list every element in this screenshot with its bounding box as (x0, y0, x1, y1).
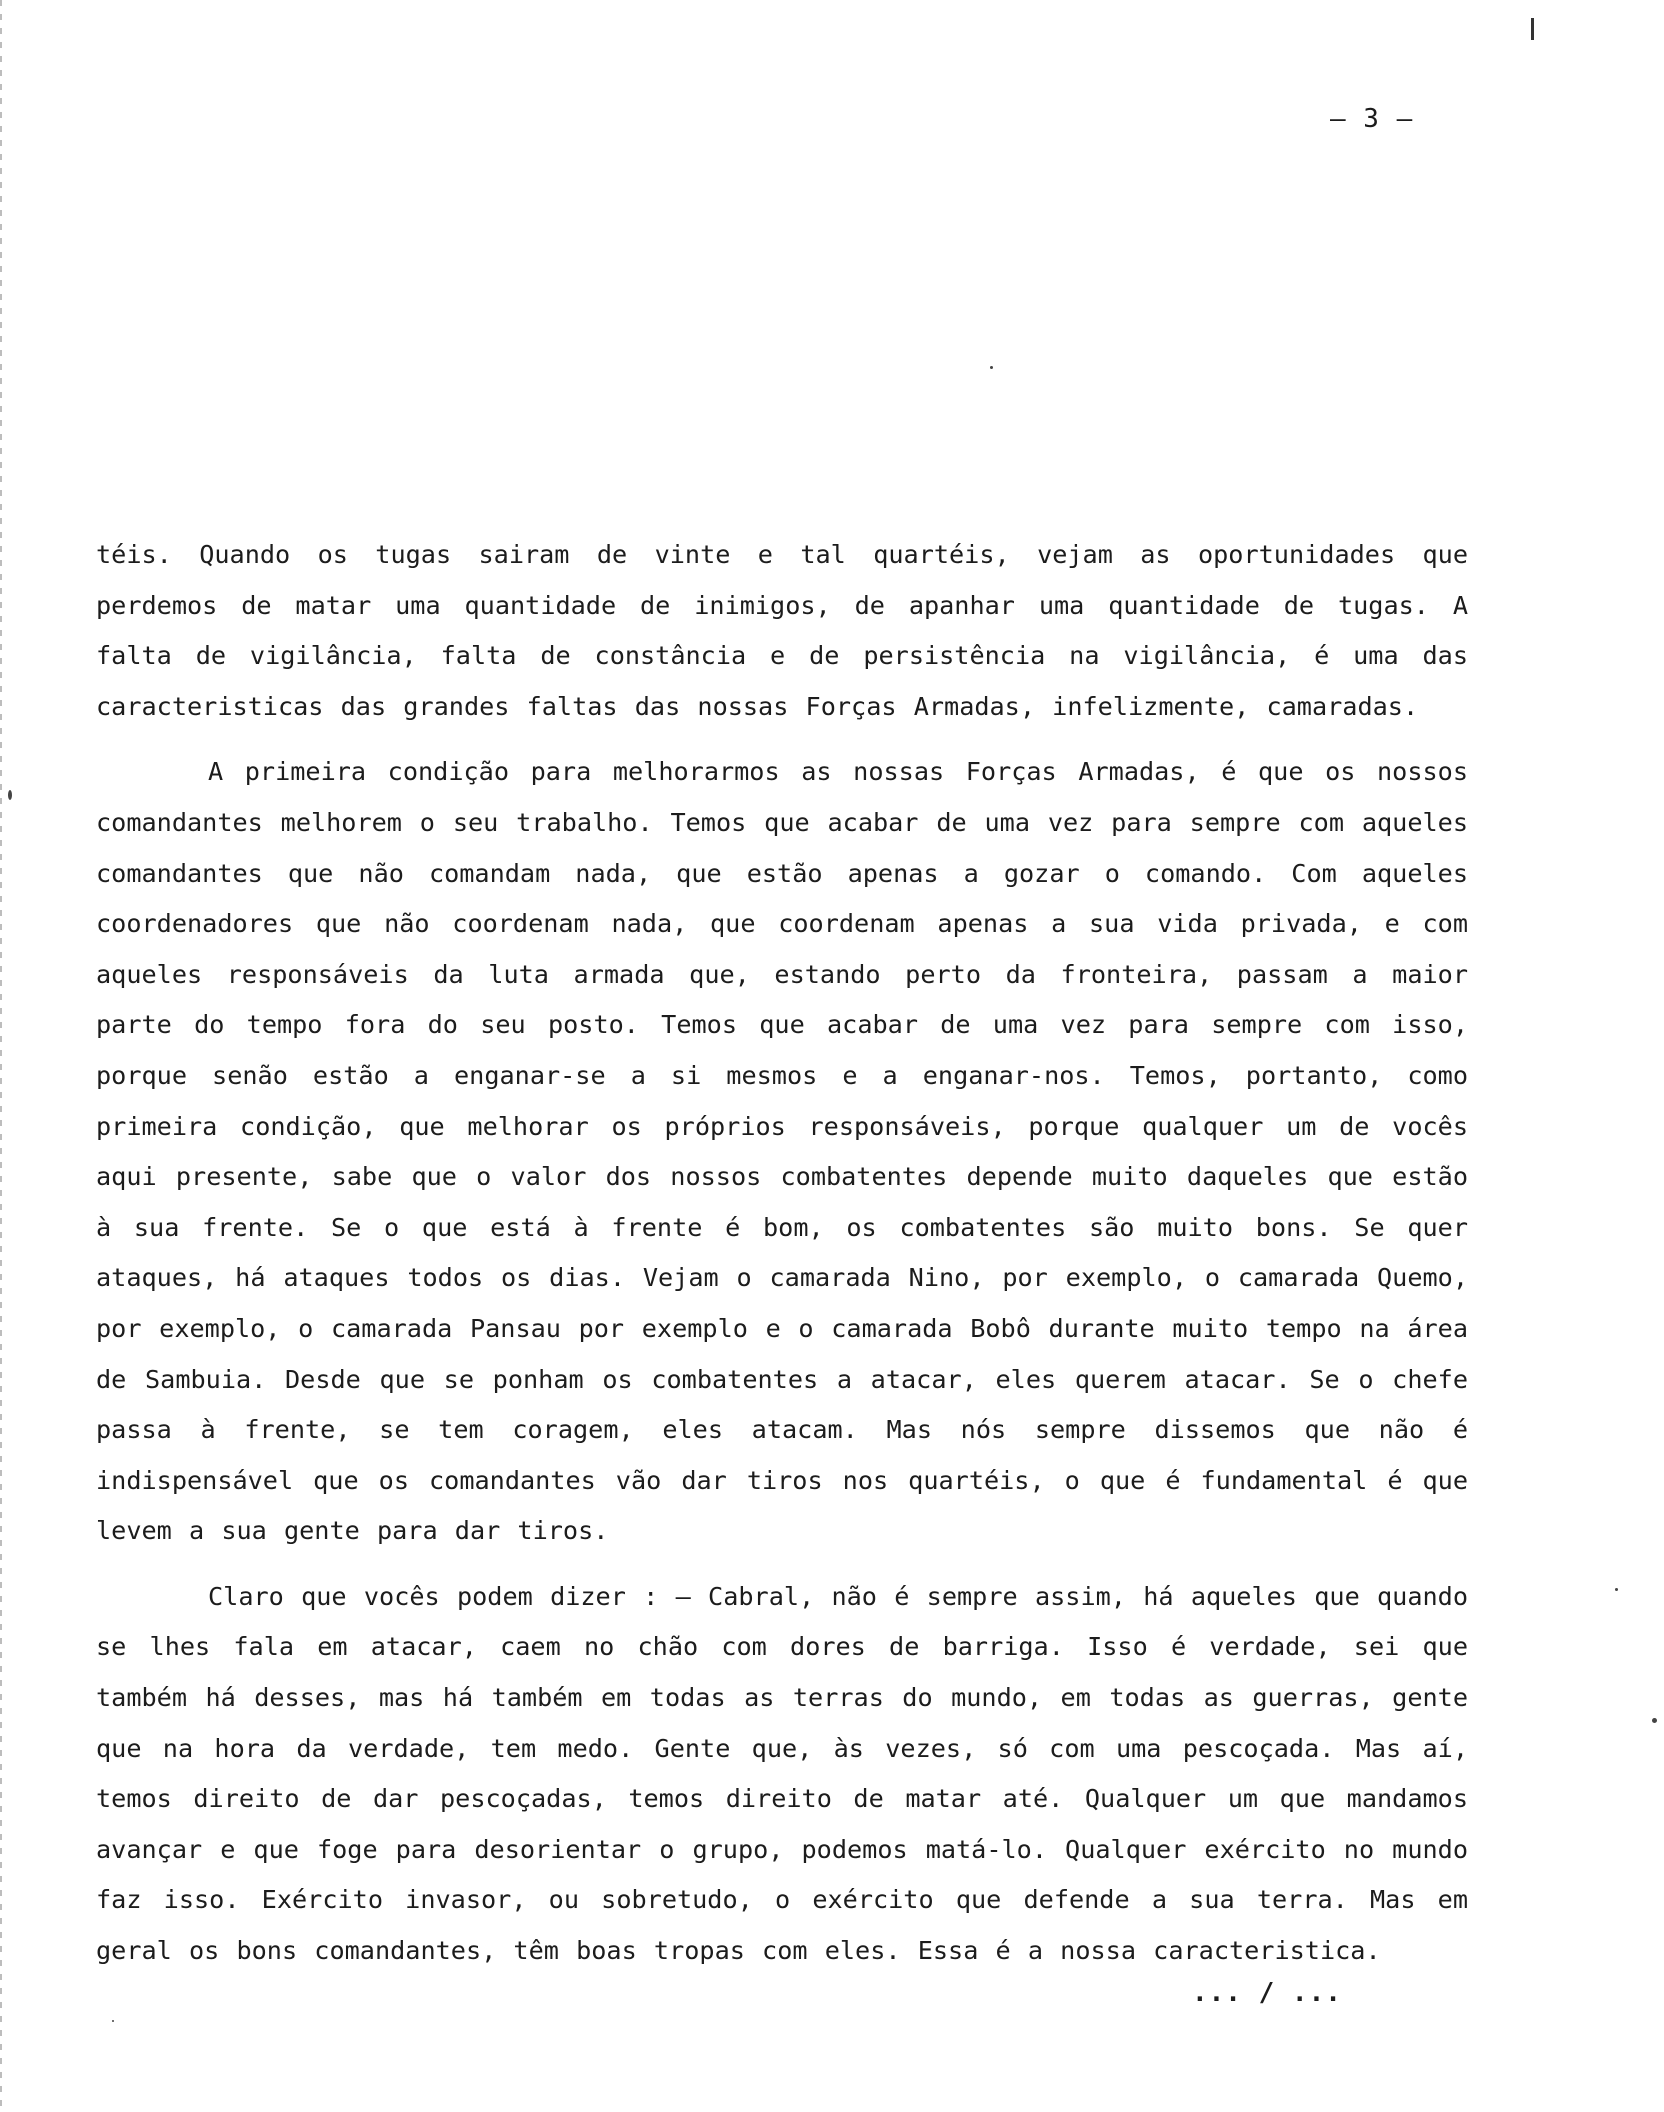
scan-speck (1615, 1588, 1618, 1591)
scan-left-edge (0, 0, 2, 2112)
scan-speck (990, 366, 993, 369)
scan-speck (8, 790, 12, 800)
body-text (96, 530, 1468, 1977)
scan-speck (112, 2020, 114, 2022)
paragraph-1: téis. Quando os tugas sairam de vinte e tal quartéis, vejam as oportunidades que perdemos de matar uma quantidade de inimigos, de apanhar uma quantidade de tugas. A falta de vigilância, falta de constância e de persistência na vigilância, é uma das caracteristicas das grandes faltas das nossas Forças Armadas, infelizmente, camaradas. (96, 540, 1468, 721)
paragraph-2: A primeira condição para melhorarmos as nossas Forças Armadas, é que os nossos comandantes melhorem o seu trabalho. Temos que acabar de uma vez para sempre com aqueles comandantes que não comandam nada, que estão apenas a gozar o comando. Com aqueles coordenadores que não coordenam nada, que coordenam apenas a sua vida privada, e com aqueles responsáveis da luta armada que, estando perto da fronteira, passam a maior parte do tempo fora do seu posto. Temos que acabar de uma vez para sempre com isso, porque senão estão a enganar-se a si mesmos e a enganar-nos. Temos, portanto, como primeira condição, que melhorar os próprios responsáveis, porque qualquer um de vocês aqui presente, sabe que o valor dos nossos combatentes depende muito daqueles que estão à sua frente. Se o que está à frente é bom, os combatentes são muito bons. Se quer ataques, há ataques todos os dias. Vejam o camarada Nino, por exemplo, o camarada Quemo, por exemplo, o camarada Pansau por exemplo e o camarada Bobô durante muito tempo na área de Sambuia. Desde que se ponham os combatentes a atacar, eles querem atacar. Se o chefe passa à frente, se tem coragem, eles atacam. Mas nós sempre dissemos que não é indispensável que os comandantes vão dar tiros nos quartéis, o que é fundamental é que levem a sua gente para dar tiros. (96, 757, 1468, 1546)
scan-mark (1531, 18, 1534, 40)
scan-speck (1652, 1718, 1657, 1723)
paragraph-3: Claro que vocês podem dizer : – Cabral, não é sempre assim, há aqueles que quando se lhes fala em atacar, caem no chão com dores de barriga. Isso é verdade, sei que também há desses, mas há também em todas as terras do mundo, em todas as guerras, gente que na hora da verdade, tem medo. Gente que, às vezes, só com uma pescoçada. Mas aí, temos direito de dar pescoçadas, temos direito de matar até. Qualquer um que mandamos avançar e que foge para desorientar o grupo, podemos matá-lo. Qualquer exército no mundo faz isso. Exército invasor, ou sobretudo, o exército que defende a sua terra. Mas em geral os bons comandantes, têm boas tropas com eles. Essa é a nossa caracteristica. (96, 1581, 1468, 1966)
page-number: – 3 – (1330, 104, 1414, 134)
continuation-mark: ... / ... (1192, 1978, 1342, 2008)
